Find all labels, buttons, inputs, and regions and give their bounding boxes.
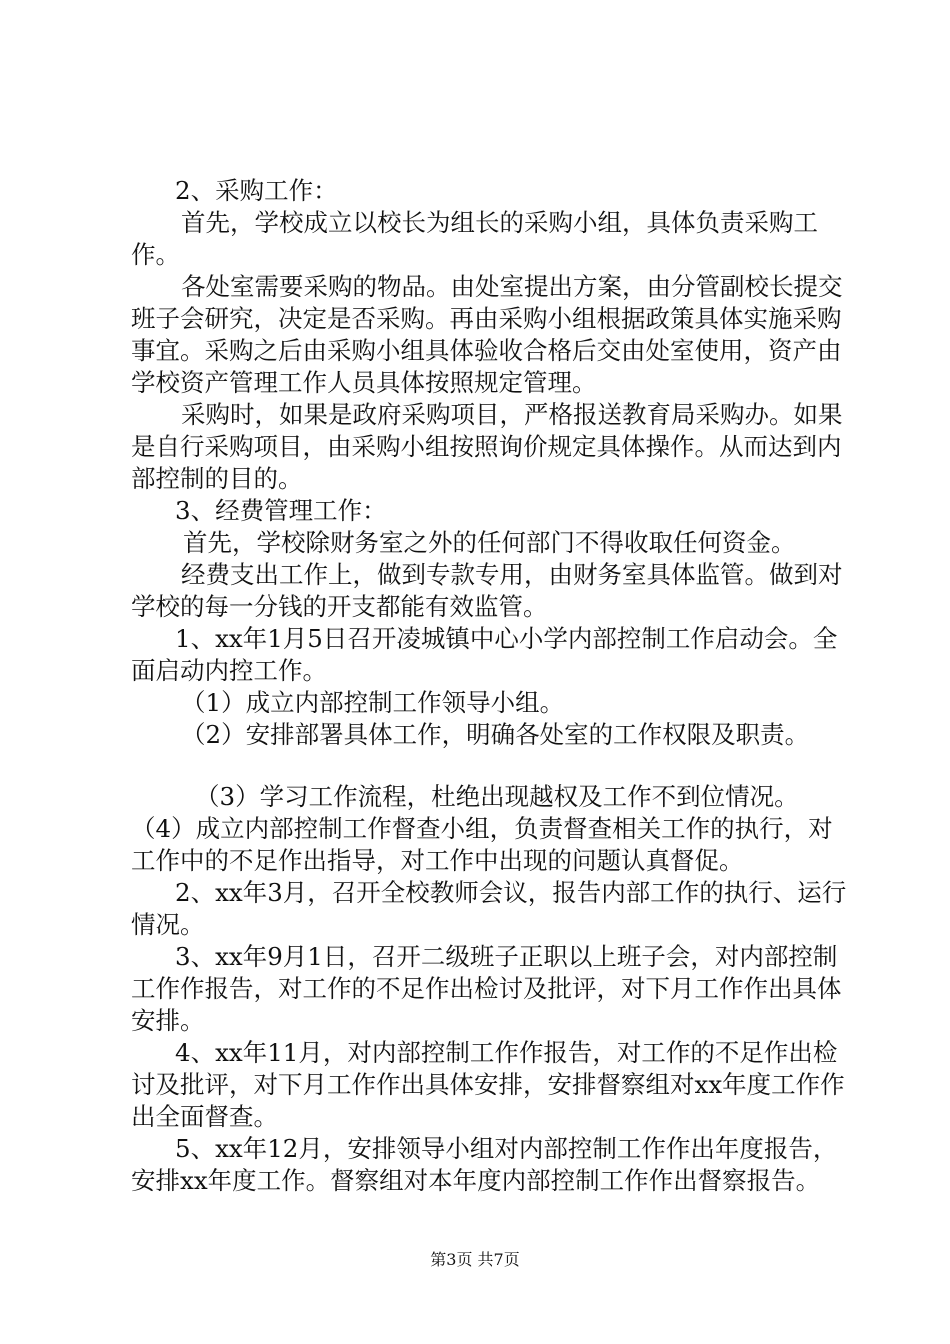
list-item: 5、xx年12月，安排领导小组对内部控制工作作出年度报告，安排xx年度工作。督察组对本年度内部控制工作作出督察报告。: [131, 1134, 838, 1195]
section-heading-funds: 3、经费管理工作：: [175, 496, 387, 525]
list-item: 1、xx年1月5日召开凌城镇中心小学内部控制工作启动会。全面启动内控工作。: [131, 624, 838, 685]
document-body: [131, 175, 851, 1197]
paragraph: 各处室需要采购的物品。由处室提出方案，由分管副校长提交班子会研究，决定是否采购。再由采购小组根据政策具体实施采购事宜。采购之后由采购小组具体验收合格后交由处室使用，资产由学校资产管理工作人员具体按照规定管理。: [131, 272, 843, 397]
list-item: （1）成立内部控制工作领导小组。: [181, 688, 565, 717]
list-item: 3、xx年9月1日，召开二级班子正职以上班子会，对内部控制工作作报告，对工作的不足作出检讨及批评，对下月工作作出具体安排。: [131, 942, 842, 1035]
paragraph-gap: [131, 751, 851, 781]
paragraph: 采购时，如果是政府采购项目，严格报送教育局采购办。如果是自行采购项目，由采购小组按照询价规定具体操作。从而达到内部控制的目的。: [131, 400, 843, 493]
section-heading-procurement: 2、采购工作：: [175, 176, 338, 205]
list-item: （4）成立内部控制工作督查小组，负责督查相关工作的执行，对工作中的不足作出指导，对工作中出现的问题认真督促。: [131, 814, 833, 875]
page-number-footer: 第3页 共7页: [430, 1250, 520, 1269]
list-item: 4、xx年11月，对内部控制工作作报告，对工作的不足作出检讨及批评，对下月工作作出具体安排，安排督察组对xx年度工作作出全面督查。: [131, 1038, 845, 1131]
list-item: （3）学习工作流程，杜绝出现越权及工作不到位情况。: [195, 782, 799, 811]
list-item: 2、xx年3月，召开全校教师会议，报告内部工作的执行、运行情况。: [131, 878, 847, 939]
paragraph: 首先，学校成立以校长为组长的采购小组，具体负责采购工作。: [131, 208, 818, 269]
paragraph: 经费支出工作上，做到专款专用，由财务室具体监管。做到对学校的每一分钱的开支都能有效监管。: [131, 560, 843, 621]
list-item: （2）安排部署具体工作，明确各处室的工作权限及职责。: [181, 720, 810, 749]
paragraph: 首先，学校除财务室之外的任何部门不得收取任何资金。: [183, 528, 796, 557]
